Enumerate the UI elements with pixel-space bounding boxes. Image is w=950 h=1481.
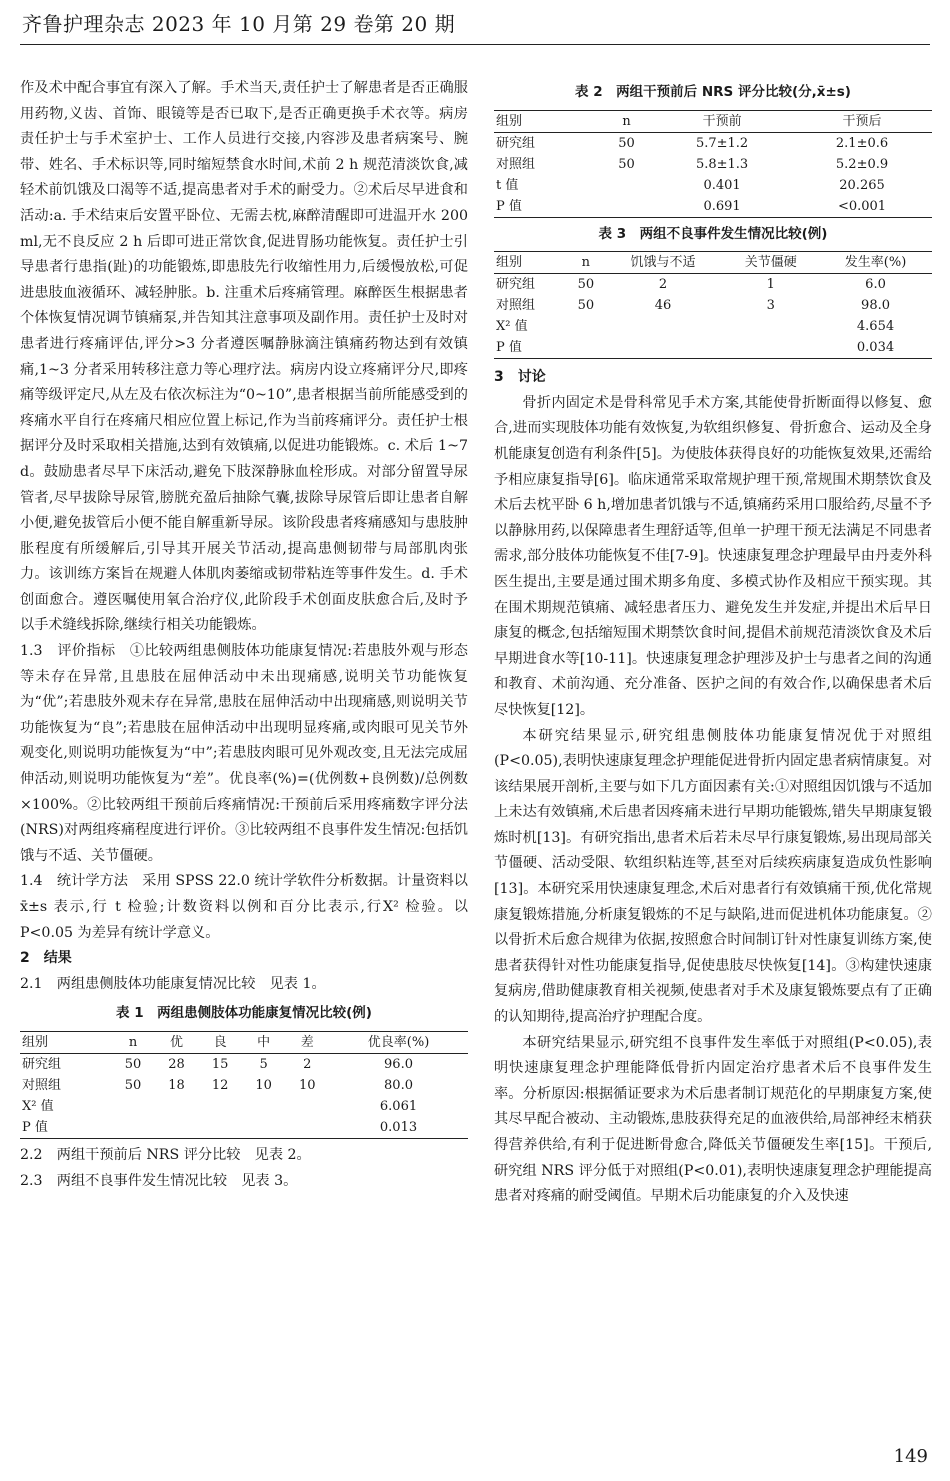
table3 <box>494 251 932 359</box>
table-header-cell: 干预后 <box>842 113 882 129</box>
table-row <box>494 337 932 359</box>
right-column <box>494 80 932 1210</box>
section-evaluation: 1.3 评价指标 ①比较两组患侧肢体功能康复情况:若患肢外观与形态等未存在异常,且患肢在屈伸活动中未出现痛感,说明关节功能恢复为“优”;若患肢外观未存在异常,患肢在屈伸活动中出现痛感,则说明关节功能恢复为“良”;若患肢在屈伸活动中出现明显疼痛,或肉眼可见关节外观变化,则说明功能恢复为“中”;若患肢肉眼可见外观改变,且无法完成屈伸活动,则说明功能恢复为“差”。优良率(%)=(优例数+良例数)/总例数×100%。②比较两组干预前后疼痛情况:干预前后采用疼痛数字评分法(NRS)对两组疼痛程度进行评价。③比较两组不良事件发生情况:包括饥饿与不适、关节僵硬。 <box>20 643 468 864</box>
page-number: 149 <box>893 1446 928 1467</box>
table-cell: 50 <box>124 1056 142 1072</box>
table-cell: 50 <box>124 1077 142 1093</box>
table-cell: 研究组 <box>496 135 536 151</box>
table-header-cell: 中 <box>257 1034 271 1050</box>
table-cell: 5.8±1.3 <box>695 156 749 172</box>
table-row <box>20 1096 468 1117</box>
table-row <box>494 274 932 296</box>
table-cell: 0.034 <box>856 340 895 356</box>
table-header-cell: 组别 <box>496 255 523 271</box>
discussion-paragraph: 本研究结果显示,研究组患侧肢体功能康复情况优于对照组(P<0.05),表明快速康复理念护理能促进骨折内固定患者病情康复。对该结果展开剖析,主要与如下几方面因素有关:①对照组因饥饿与不适加上未达有效镇痛,术后患者因疼痛未进行早期功能锻炼,错失早期康复锻炼时机[13]。有研究指出,患者术后若未尽早行康复锻炼,易出现局部关节僵硬、活动受限、软组织粘连等,甚至对后续疾病康复造成负性影响[13]。本研究采用快速康复理念,术后对患者行有效镇痛干预,优化常规康复锻炼措施,分析康复锻炼的不足与缺陷,进而促进机体功能康复。②以骨折术后愈合规律为依据,按照愈合时间制订针对性康复训练方案,使患者获得针对性功能康复指导,促使患肢尽快恢复[14]。③构建快速康复病房,借助健康教育相关视频,使患者对手术及康复锻炼要点有了正确的认知期待,提高治疗护理配合度。 <box>494 727 932 1026</box>
table-header-cell: 饥饿与不适 <box>630 255 696 271</box>
table-cell: 46 <box>654 298 672 314</box>
table1 <box>20 1031 468 1139</box>
table-cell: 2.1±0.6 <box>835 135 889 151</box>
header-divider <box>20 44 930 45</box>
table-header-cell: 差 <box>300 1034 314 1050</box>
table-cell: 研究组 <box>496 277 536 293</box>
table-cell: 对照组 <box>496 156 536 172</box>
table-cell: 10 <box>255 1077 272 1093</box>
table-cell: 12 <box>211 1077 229 1093</box>
journal-header: 齐鲁护理杂志 2023 年 10 月第 29 卷第 20 期 <box>22 12 456 36</box>
table-cell: 50 <box>618 156 635 172</box>
table-row <box>494 196 932 218</box>
table-row <box>20 1075 468 1096</box>
table-row <box>494 175 932 196</box>
results-2-3: 2.3 两组不良事件发生情况比较 见表 3。 <box>20 1172 298 1189</box>
table-row <box>20 1117 468 1139</box>
table-cell: P 值 <box>496 340 522 356</box>
discussion-heading: 3 讨论 <box>494 369 546 386</box>
section-statistics: 1.4 统计学方法 采用 SPSS 22.0 统计学软件分析数据。计量资料以 x̄±s 表示,行 t 检验;计数资料以例和百分比表示,行X² 检验。以 P<0.05 为差异有统计学意义。 <box>20 873 468 941</box>
table-cell: 3 <box>766 298 775 314</box>
table-cell: 18 <box>168 1077 185 1093</box>
table-cell: 98.0 <box>861 298 890 314</box>
table-header-cell: n <box>581 255 591 271</box>
table-row <box>20 1053 468 1075</box>
results-2-2: 2.2 两组干预前后 NRS 评分比较 见表 2。 <box>20 1146 311 1163</box>
table-cell: 5 <box>259 1056 268 1072</box>
results-2-1: 2.1 两组患侧肢体功能康复情况比较 见表 1。 <box>20 975 326 992</box>
table-cell: 对照组 <box>22 1077 62 1093</box>
table-cell: 4.654 <box>856 319 895 335</box>
table-header-cell: 发生率(%) <box>844 255 907 271</box>
table-row <box>494 295 932 316</box>
table-cell: 1 <box>766 277 775 293</box>
left-column <box>20 76 468 1194</box>
table-header-cell: n <box>128 1034 138 1050</box>
table-cell: <0.001 <box>837 198 887 214</box>
table-cell: P 值 <box>496 198 522 214</box>
table-header-cell: 干预前 <box>702 113 742 129</box>
table-header-cell: n <box>622 113 631 129</box>
table2-caption: 表 2 两组干预前后 NRS 评分比较(分,x̄±s) <box>575 84 851 100</box>
table-cell: X² 值 <box>22 1098 54 1114</box>
table-cell: P 值 <box>22 1119 48 1135</box>
table-cell: 2 <box>303 1056 312 1072</box>
table-cell: 5.2±0.9 <box>835 156 889 172</box>
table-header-row <box>20 1031 468 1053</box>
table-cell: 10 <box>298 1077 316 1093</box>
body-paragraph: 作及术中配合事宜有深入了解。手术当天,责任护士了解患者是否正确服用药物,义齿、首饰、眼镜等是否已取下,是否正确更换手术衣等。病房责任护士与手术室护士、工作人员进行交接,内容涉及患者病案号、腕带、姓名、手术标识等,同时缩短禁食水时间,术前 2 h 规范清淡饮食,减轻术前饥饿及口渴等不适,提高患者对手术的耐受力。②术后尽早进食和活动:a. 手术结束后安置平卧位、无需去枕,麻醉清醒即可进温开水 200 ml,无不良反应 2 h 后即可进正常饮食,促进胃肠功能恢复。责任护士引导患者行患指(趾)的功能锻炼,即患肢先行收缩性用力,后缓慢放松,可促进患肢血液循环、减轻肿胀。b. 注重术后疼痛管理。麻醉医生根据患者个体恢复情况调节镇痛泵,并告知其注意事项及副作用。责任护士及时对患者进行疼痛评估,评分>3 分者遵医嘱静脉滴注镇痛药物达到有效镇痛,1~3 分者采用转移注意力等心理疗法。病房内设立疼痛评分尺,即疼痛等级评定尺,从左及右依次标注为“0~10”,患者根据当前所能感受到的疼痛水平自行在疼痛尺相应位置上标记,作为当前疼痛评分。责任护士根据评分及时采取相关措施,达到有效镇痛,以促进功能锻炼。c. 术后 1~7 d。鼓励患者尽早下床活动,避免下肢深静脉血栓形成。对部分留置导尿管者,尽早拔除导尿管,膀胱充盈后抽除气囊,拔除导尿管后即让患者自解小便,避免拔管后小便不能自解重新导尿。该阶段患者疼痛感知与患肢肿胀程度有所缓解后,引导其开展关节活动,提高患侧韧带与局部肌肉张力。该训练方案旨在规避人体肌肉萎缩或韧带粘连等事件发生。d. 手术创面愈合。遵医嘱使用氧合治疗仪,此阶段手术创面皮肤愈合后,及时予以手术缝线拆除,继续行相关功能锻炼。 <box>20 80 468 634</box>
table3-caption: 表 3 两组不良事件发生情况比较(例) <box>598 225 828 242</box>
table-header-row <box>494 110 932 132</box>
table-cell: 80.0 <box>384 1077 413 1093</box>
discussion-paragraph: 骨折内固定术是骨科常见手术方案,其能使骨折断面得以修复、愈合,进而实现肢体功能有效恢复,为软组织修复、骨折愈合、运动及全身机能康复创造有利条件[5]。为使肢体获得良好的功能恢复效果,还需给予相应康复指导[6]。临床通常采取常规护理干预,常规围术期禁饮食及术后去枕平卧 6 h,增加患者饥饿与不适,镇痛药采用口服给药,尽量不予以静脉用药,以保障患者生理舒适等,但单一护理干预无法满足不同患者需求,部分肢体功能恢复不佳[7-9]。快速康复理念护理最早由丹麦外科医生提出,主要是通过围术期多角度、多模式协作及相应干预实现。其在围术期规范镇痛、减轻患者压力、避免发生并发症,并提出术后早日康复的概念,包括缩短围术期禁饮食时间,提倡术前规范清淡饮食及术后早期进食水等[10-11]。快速康复理念护理涉及护士与患者之间的沟通和教育、术前沟通、充分准备、医护之间的有效合作,以确保患者术后尽快恢复[12]。 <box>494 394 932 718</box>
table-header-cell: 组别 <box>496 113 523 129</box>
table-cell: 20.265 <box>839 177 885 193</box>
table-cell: 研究组 <box>22 1056 62 1072</box>
table-cell: 0.401 <box>703 177 741 193</box>
table-cell: 50 <box>577 298 595 314</box>
table-cell: 0.691 <box>703 198 741 214</box>
table-cell: 50 <box>577 277 595 293</box>
table-header-cell: 关节僵硬 <box>744 255 797 271</box>
table-header-row <box>494 252 932 274</box>
table-cell: 96.0 <box>384 1056 413 1072</box>
table-header-cell: 优 <box>170 1034 184 1050</box>
table-header-cell: 优良率(%) <box>367 1034 430 1050</box>
table-cell: 5.7±1.2 <box>695 135 749 151</box>
table-cell: X² 值 <box>496 319 528 335</box>
table-cell: 对照组 <box>496 298 536 314</box>
table-cell: 6.0 <box>865 277 886 293</box>
table-header-cell: 良 <box>213 1034 227 1050</box>
table-row <box>494 132 932 154</box>
table-cell: 6.061 <box>379 1098 418 1114</box>
table-header-cell: 组别 <box>22 1034 49 1050</box>
table1-caption: 表 1 两组患侧肢体功能康复情况比较(例) <box>116 1005 372 1022</box>
table-row <box>494 316 932 337</box>
results-heading: 2 结果 <box>20 950 72 967</box>
table2 <box>494 110 932 218</box>
table-cell: 0.013 <box>379 1119 418 1135</box>
table-row <box>494 154 932 175</box>
table-cell: 2 <box>658 277 668 293</box>
table-cell: t 值 <box>496 177 519 193</box>
discussion-paragraph: 本研究结果显示,研究组不良事件发生率低于对照组(P<0.05),表明快速康复理念护理能降低骨折内固定治疗患者术后不良事件发生率。分析原因:根据循证要求为术后患者制订规范化的早期康复方案,使其尽早配合被动、主动锻炼,患肢获得充足的血液供给,局部神经末梢获得营养供给,有利于促进断骨愈合,降低关节僵硬发生率[15]。干预后,研究组 NRS 评分低于对照组(P<0.01),表明快速康复理念护理能提高患者对疼痛的耐受阈值。早期术后功能康复的介入及快速 <box>494 1034 932 1205</box>
table-cell: 15 <box>211 1056 229 1072</box>
table-cell: 50 <box>618 135 635 151</box>
table-cell: 28 <box>168 1056 185 1072</box>
